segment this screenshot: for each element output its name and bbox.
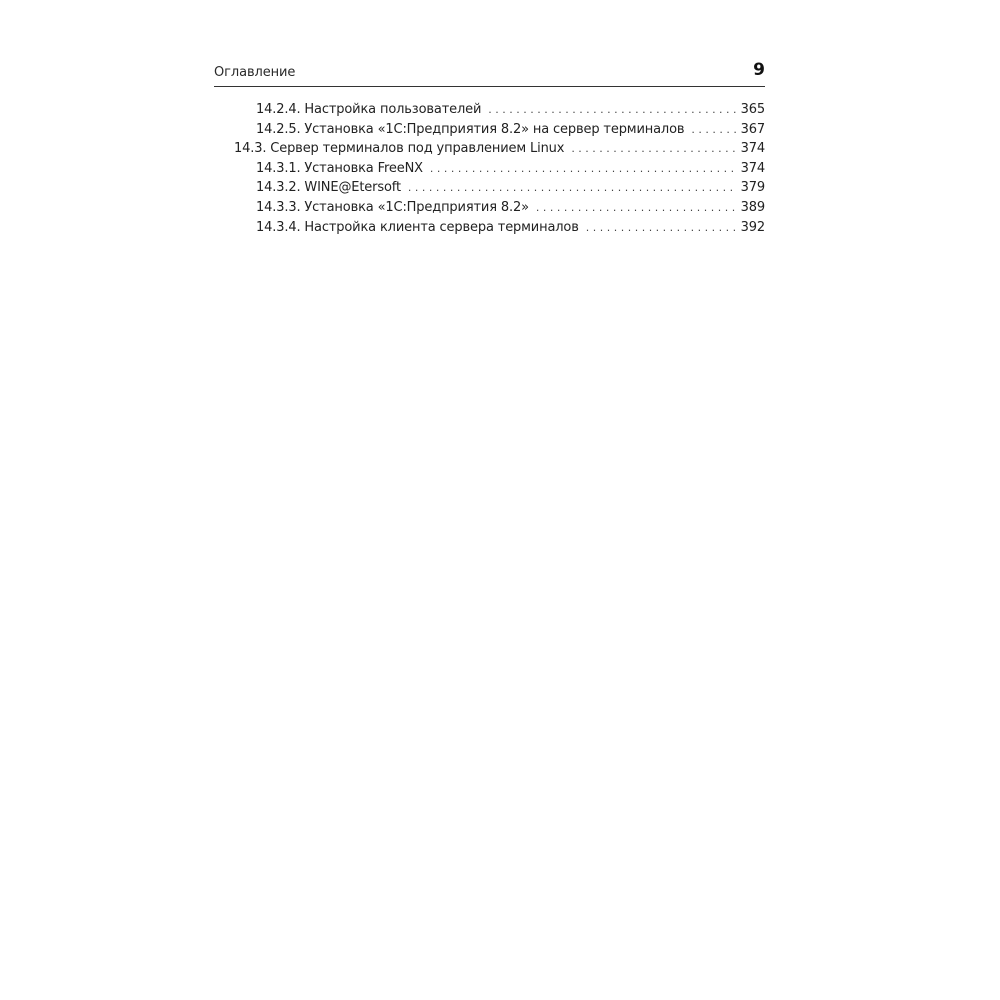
toc-entry-14-3 [214, 141, 765, 161]
toc-entry-title: 14.3.3. Установка «1С:Предприятия 8.2» [256, 199, 529, 215]
toc-entry-title: 14.2.5. Установка «1С:Предприятия 8.2» на сервер терминалов [256, 121, 685, 137]
dot-leader [488, 103, 735, 116]
toc-entry-title: 14.3.4. Настройка клиента сервера терминалов [256, 219, 579, 235]
toc-entry-page: 374 [740, 160, 765, 176]
dot-leader [430, 162, 736, 175]
toc-entry-14-2-4 [214, 102, 765, 122]
toc-entry-title: 14.2.4. Настройка пользователей [256, 102, 482, 117]
toc-entry-14-3-2 [214, 180, 765, 200]
toc-entry-title: 14.3.2. WINE@Etersoft [256, 180, 401, 196]
toc-entry-14-3-4 [214, 220, 765, 240]
header-title: Оглавление [214, 65, 296, 80]
dot-leader [408, 181, 736, 194]
toc-entry-page: 365 [740, 102, 765, 117]
toc-entry-page: 379 [740, 180, 765, 196]
dot-leader [536, 201, 736, 214]
toc-entry-14-3-3 [214, 200, 765, 220]
dot-leader [586, 221, 736, 234]
toc-entry-title: 14.3. Сервер терминалов под управлением Linux [234, 141, 565, 157]
dot-leader [691, 123, 735, 136]
toc-entry-page: 367 [740, 121, 765, 137]
toc-entry-title: 14.3.1. Установка FreeNX [256, 160, 423, 176]
page-number: 9 [753, 60, 765, 80]
running-header [214, 60, 765, 87]
toc-entry-14-3-1 [214, 161, 765, 181]
toc-entry-14-2-5 [214, 122, 765, 142]
toc-entry-page: 392 [740, 219, 765, 235]
toc-entry-page: 389 [740, 199, 765, 215]
dot-leader [571, 142, 735, 155]
table-of-contents [214, 102, 765, 239]
toc-entry-page: 374 [740, 141, 765, 157]
